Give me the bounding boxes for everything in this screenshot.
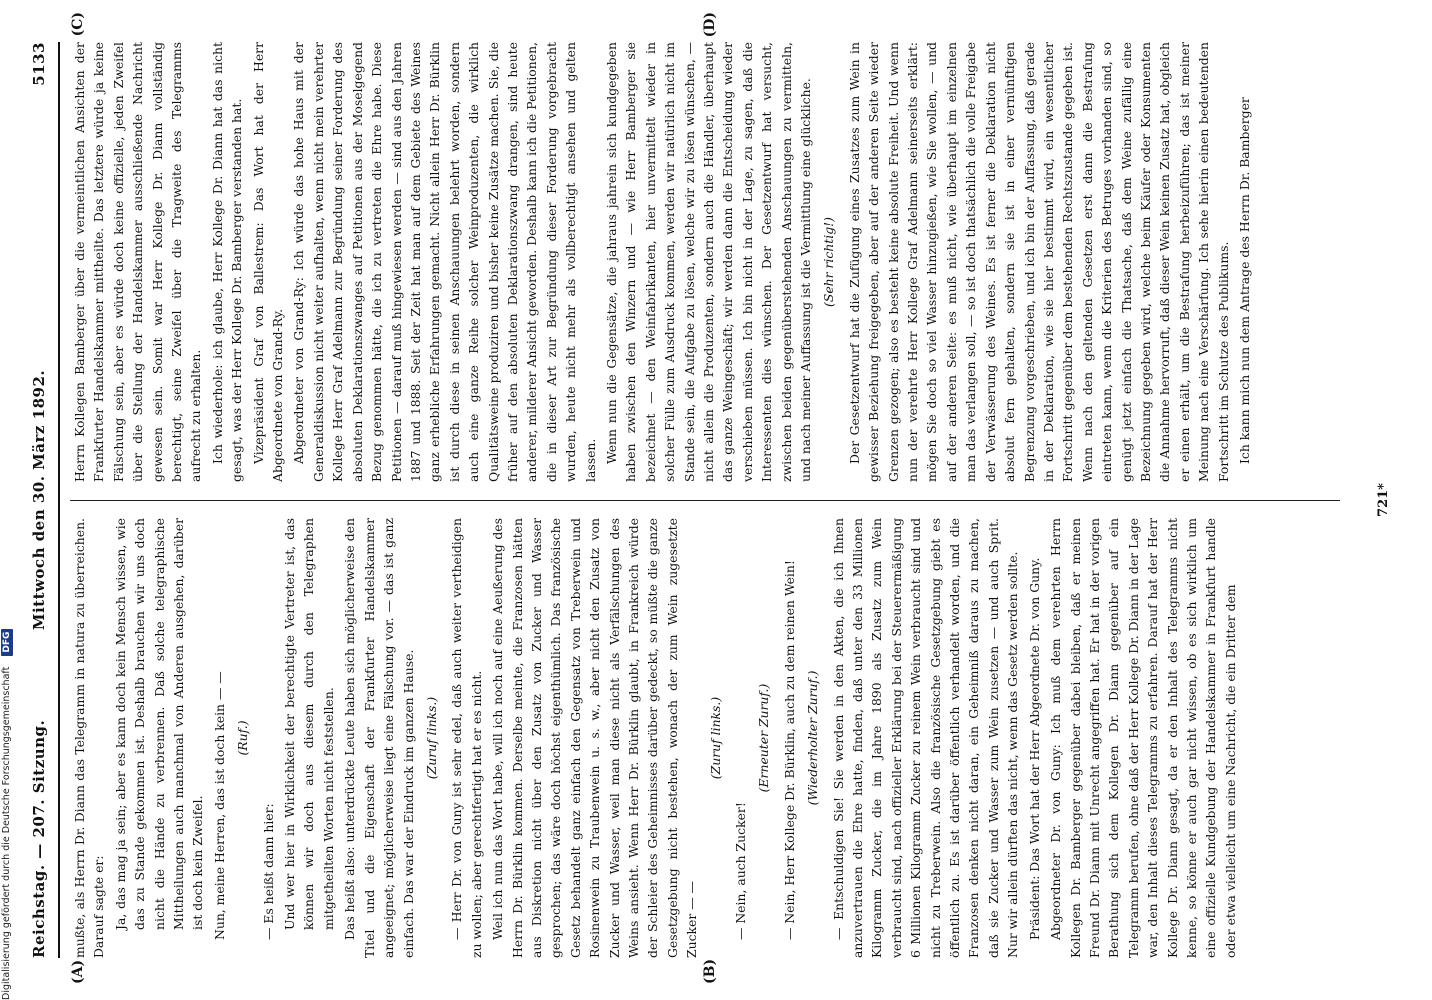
paragraph: Ich kann mich nun dem Antrage des Herrn Dr. Bamberger [1236, 97, 1252, 464]
paragraph: Abgeordneter Dr. von Guny: Ich muß dem verehrten Herrn Kollegen Dr. Bamberger gegenüber dabei bleiben, daß er meinen Freund Dr. Diann mit Unrecht angegriffen hat. Er hat in der vorigen Berathung sich dem Kollegen Dr. Diann gegenüber auf ein Telegramm berufen, ohne daß der Herr Kollege Dr. Diann in der Lage war, den Inhalt dieses Telegramms zu erfahren. Darauf hat der Herr Kollege Dr. Diann gesagt, da er den Inhalt des Telegramms nicht kenne, so könne er auch gar nicht wissen, ob es sich wirklich um eine offizielle Kundgebung der Handelskammer in Frankfurt handle oder etwa vielleicht um eine Nachricht, die ein Dritter dem [1048, 518, 1238, 958]
margin-marker-a: (A) [70, 959, 86, 984]
right-column [70, 42, 1360, 482]
margin-marker-d: (D) [702, 12, 718, 38]
paragraph: — Herr Dr. von Guny ist sehr edel, daß auch weiter vertheidigen zu wollen; aber gerechtfertigt hat er es nicht. [449, 518, 484, 958]
header-left: Reichstag. — 207. Sitzung. [30, 719, 48, 958]
left-column [70, 518, 1360, 958]
paragraph: Vizepräsident Graf von Ballestrem: Das Wort hat der Herr Abgeordnete von Grand-Ry. [250, 42, 286, 482]
paragraph: — Nein, Herr Kollege Dr. Bürklin, auch zu dem reinen Wein! [781, 560, 797, 940]
paragraph: Abgeordneter von Grand-Ry: Ich würde das hohe Haus mit der Generaldiskussion nicht weiter aufhalten, wenn nicht mein verehrter Kollege Herr Graf Adelmann zur Begründung seiner Forderung des absoluten Deklarationszwanges auf Petitionen aus der Moselgegend Bezug genommen hätte, die ich zu vertreten die Ehre habe. Diese Petitionen — darauf muß hingewiesen werden — sind aus den Jahren 1887 und 1888. Seit der Zeit hat man auf dem Gebiete des Weines ganz erhebliche Erfahrungen gemacht. Nicht allein Herr Dr. Bürklin ist durch diese in seinen Anschauungen belehrt worden, sondern auch eine ganze Reihe solcher Weinproduzenten, die wirklich Qualitätsweine produziren und bisher keine Zusätze machen. Sie, die früher auf den absoluten Deklarationszwang drangen, sind heute anderer, milderer Ansicht geworden. Deshalb kann ich die Petitionen, die in dieser Art zur Begründung dieser Forderung vorgebracht wurden, heute nicht mehr als vollberechtigt ansehen und gelten lassen. [291, 42, 598, 482]
footer-credit [1, 380, 15, 1000]
page-header [30, 42, 56, 958]
paragraph: — Nein, auch Zucker! [733, 802, 748, 940]
interjection: (Sehr richtig!) [821, 217, 837, 307]
paragraph: Wenn nun die Gegensätze, die jahraus jahrein sich kundgegeben haben zwischen den Winzern und — wie Herr Bamberger sie bezeichnet — den Weinfabrikanten, hier unvermittelt wieder in solcher Fülle zum Ausdruck kommen, werden wir natürlich nicht im Stande sein, die Aufgabe zu lösen, welche wir zu lösen wünschen, — nicht allein die Produzenten, sondern auch die Händler, überhaupt das ganze Weingeschäft; wir werden dann die Entscheidung wieder verschieben müssen. Ich bin nicht in der Lage, zu sagen, daß die Interessenten dies wünschen. Der Gesetzentwurf hat versucht, zwischen beiden gegenüberstehenden Anschauungen zu vermitteln, und nach meiner Auffassung ist die Vermittlung eine glückliche. [603, 42, 814, 482]
interjection: (Zuruf links.) [707, 696, 723, 780]
interjection: (Ruf.) [235, 720, 251, 756]
paragraph: — Entschuldigen Sie! Sie werden in den Akten, die ich Ihnen anzuvertrauen die Ehre hatte, finden, daß unter den 33 Millionen Kilogramm Zucker, die im Jahre 1890 als Zusatz zum Wein verbraucht sind, nach offizieller Erklärung bei der Steuerermäßigung 6 Millionen Kilogramm Zucker zu reinem Wein verbraucht sind und nicht zu Treberwein. Also die französische Gesetzgebung giebt es öffentlich zu. Es ist darüber öffentlich verhandelt worden, und die Franzosen denken nicht daran, ein Geheimniß daraus zu machen, daß sie Zucker und Wasser zum Wein zusetzen — und auch Sprit. Nur wir allein dürften das nicht, wenn das Gesetz werden sollte. [830, 518, 1021, 958]
margin-marker-b: (B) [702, 958, 718, 984]
page-footer-number: 721* [1376, 483, 1391, 517]
rotated-scan [12, 0, 1407, 1000]
quoted-passage: Und wer hier in Wirklichkeit der berechtigte Vertreter ist, das können wir doch aus diesem durch den Telegraphen mitgetheilten Worten nicht feststellen. [282, 518, 336, 930]
paragraph: — Es heißt dann hier: [260, 803, 276, 940]
column-divider [70, 500, 1340, 501]
quoted-passage: Ja, das mag ja sein; aber es kann doch kein Mensch wissen, wie das zu Stande gekommen ist. Deshalb brauchen wir uns doch nicht die Hände zu verbrennen. Daß solche telegraphische Mittheilungen auch manchmal von Anderen ausgehen, darüber ist doch kein Zweifel. [112, 518, 206, 930]
footer-credit-text: Digitalisierung gefördert durch die Deutsche Forschungsgemeinschaft [1, 666, 12, 1000]
paragraph: Weil ich nun das Wort habe, will ich noch auf eine Aeußerung des Herrn Dr. Bürklin kommen. Derselbe meinte, die Franzosen hätten aus Diskretion nicht über den Zusatz von Zucker und Wasser gesprochen; das wäre doch höchst eigenthümlich. Das französische Gesetz behandelt ganz einfach den Gegensatz von Treberwein und Rosinenwein zu Traubenwein u. s. w., aber nicht den Zusatz von Zucker und Wasser, weil man diese nicht als Verfälschungen des Weins ansieht. Wenn Herr Dr. Bürklin glaubt, in Frankreich würde der Schleier des Geheimnisses darüber gedeckt, so müßte die ganze Gesetzgebung nicht bestehen, wonach der zum Wein zugesetzte Zucker — — [490, 518, 700, 958]
header-rule [58, 42, 60, 958]
paragraph: mußte, als Herrn Dr. Diann das Telegramm in natura zu überreichen. Darauf sagte er: [72, 518, 107, 958]
digitization-footer [1, 380, 15, 1000]
paragraph: Das heißt also: unterdrückte Leute haben sich möglicherweise den Titel und die Eigenschaft der Frankfurter Handelskammer angeeignet; möglicherweise liegt eine Fälschung vor. — das ist ganz einfach. Das war der Eindruck im ganzen Hause. [342, 518, 416, 958]
paragraph: Nun, meine Herren, das ist doch kein — — [211, 671, 227, 940]
header-page-number: 5133 [30, 42, 48, 86]
margin-marker-c: (C) [70, 12, 86, 37]
paragraph: Herrn Kollegen Bamberger über die vermeintlichen Ansichten der Frankfurter Handelskammer mittheilte. Das letztere würde ja keine Fälschung sein, aber es würde doch keine offizielle, jeden Zweifel über die Stellung der Handelskammer ausschließende Nachricht gewesen sein. Somit war Herr Kollege Dr. Diann vollständig berechtigt, seine Zweifel über die Tragweite des Telegramms aufrecht zu erhalten. [72, 42, 204, 482]
interjection: (Zuruf links.) [423, 696, 439, 780]
paragraph: Der Gesetzentwurf hat die Zufügung eines Zusatzes zum Wein in gewisser Beziehung freigegeben, aber auf der anderen Seite wieder Grenzen gezogen; also es besteht keine absolute Freiheit. Und wenn nun der verehrte Herr Kollege Graf Adelmann seinerseits erklärt: mögen Sie doch so viel Wasser hinzugießen, wie Sie wollen, — und auf der anderen Seite: es muß nicht, wie überhaupt im einzelnen man das verlangen soll, — so ist doch thatsächlich die volle Freigabe der Verwässerung des Weines. Es ist ferner die Deklaration nicht absolut fern gehalten, sondern sie ist in einer vernünftigen Begrenzung vorgeschrieben, und ich bin der Auffassung, daß gerade in der Deklaration, wie sie hier bestimmt wird, ein wesentlicher Fortschritt gegenüber dem bestehenden Rechtszustande gegeben ist. Wenn nach den geltenden Gesetzen erst dann die Bestrafung eintreten kann, wenn die Kriterien des Betruges vorhanden sind, so genügt jetzt einfach die Thatsache, daß dem Weine zufällig eine Bezeichnung gegeben wird, welche beim Käufer oder Konsumenten die Annahme hervorruft, daß dieser Wein keinen Zusatz hat, obgleich er einen erhält, um die Bestrafung herbeizuführen; das ist meiner Meinung nach eine Verschärfung. Ich sehe hierin einen bedeutenden Fortschritt im Schutze des Publikums. [846, 42, 1231, 482]
interjection: (Erneuter Zuruf.) [756, 683, 772, 793]
header-center: Mittwoch den 30. März 1892. [30, 369, 48, 631]
interjection: (Wiederholter Zuruf.) [805, 670, 821, 806]
dfg-logo: DFG [1, 629, 13, 656]
paragraph: Präsident: Das Wort hat der Herr Abgeordnete Dr. von Guny. [1026, 557, 1042, 940]
paragraph: Ich wiederhole: ich glaube, Herr Kollege Dr. Diann hat das nicht gesagt, was der Herr Kollege Dr. Bamberger verstanden hat. [209, 42, 245, 482]
